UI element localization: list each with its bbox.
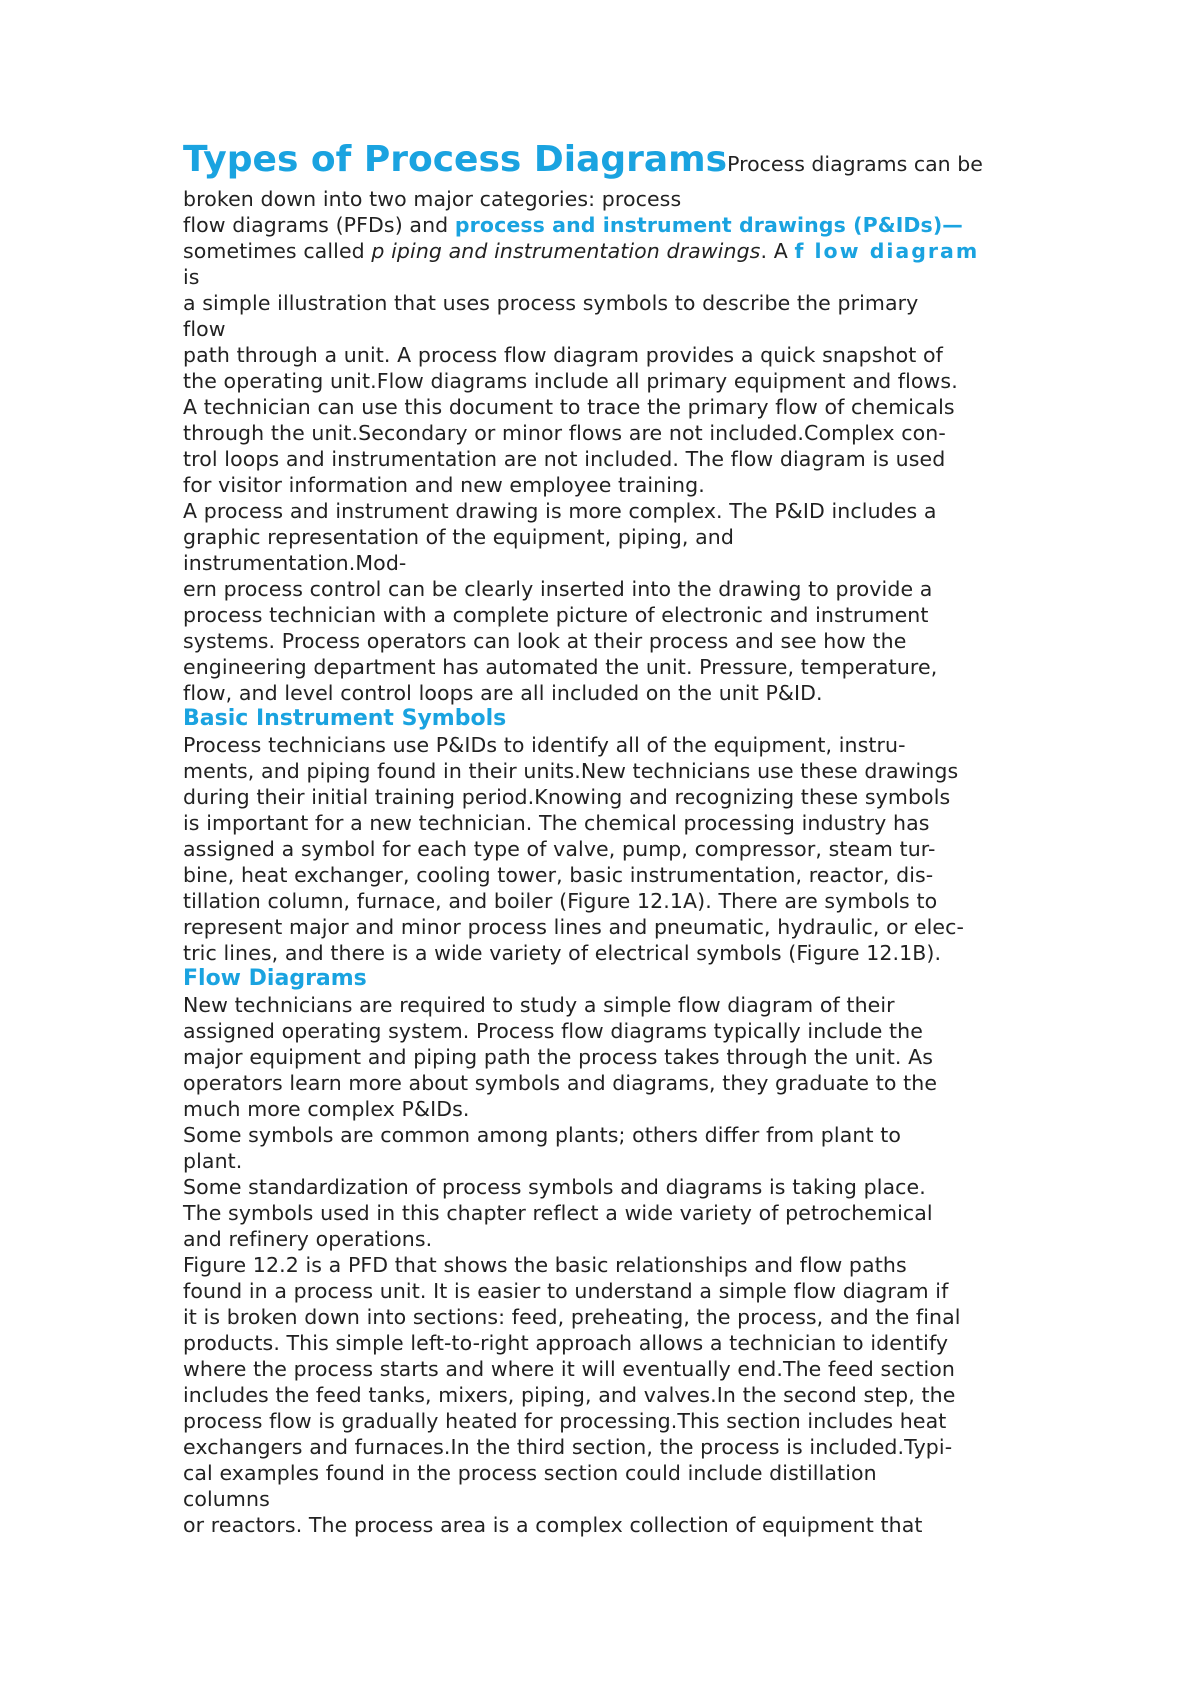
body-line: represent major and minor process lines and pneumatic, hydraulic, or elec-: [183, 915, 965, 939]
intro-text: . A: [760, 239, 795, 263]
body-line: assigned operating system. Process flow diagrams typically include the: [183, 1019, 923, 1043]
body-line: through the unit.Secondary or minor flows are not included.Complex con-: [183, 421, 946, 445]
body-line: A process and instrument drawing is more complex. The P&ID includes a: [183, 499, 937, 523]
body-line: trol loops and instrumentation are not included. The flow diagram is used: [183, 447, 946, 471]
body-line: path through a unit. A process flow diagram provides a quick snapshot of: [183, 343, 943, 367]
body-line: process technician with a complete picture of electronic and instrument: [183, 603, 929, 627]
body-line: flow: [183, 317, 226, 341]
body-line: instrumentation.Mod-: [183, 551, 407, 575]
intro-line: is: [183, 265, 200, 289]
body-line: cal examples found in the process section could include distillation: [183, 1461, 877, 1485]
body-line: columns: [183, 1487, 270, 1511]
body-line: tric lines, and there is a wide variety of electrical symbols (Figure 12.1B).: [183, 941, 942, 965]
body-line: is important for a new technician. The chemical processing industry has: [183, 811, 930, 835]
intro-line: [183, 238, 1043, 264]
body-line: plant.: [183, 1149, 243, 1173]
body-line: ern process control can be clearly inserted into the drawing to provide a: [183, 577, 933, 601]
body-line: New technicians are required to study a simple flow diagram of their: [183, 993, 895, 1017]
body-line: it is broken down into sections: feed, preheating, the process, and the final: [183, 1305, 961, 1329]
intro-line: [183, 212, 1043, 238]
body-line: during their initial training period.Knowing and recognizing these symbols: [183, 785, 951, 809]
highlight-term: process and instrument drawings (P&IDs)—: [454, 213, 963, 237]
body-line: found in a process unit. It is easier to understand a simple flow diagram if: [183, 1279, 949, 1303]
section-1-body: [183, 290, 1043, 706]
intro-text: flow diagrams (PFDs) and: [183, 213, 455, 237]
body-line: ments, and piping found in their units.New technicians use these drawings: [183, 759, 959, 783]
body-line: much more complex P&IDs.: [183, 1097, 470, 1121]
body-line: graphic representation of the equipment, piping, and: [183, 525, 734, 549]
body-line: flow, and level control loops are all included on the unit P&ID.: [183, 681, 823, 705]
body-line: tillation column, furnace, and boiler (Figure 12.1A). There are symbols to: [183, 889, 938, 913]
body-line: Some symbols are common among plants; others differ from plant to: [183, 1123, 901, 1147]
body-line: assigned a symbol for each type of valve, pump, compressor, steam tur-: [183, 837, 936, 861]
page-title: Types of Process Diagrams: [183, 139, 728, 180]
body-line: A technician can use this document to trace the primary flow of chemicals: [183, 395, 955, 419]
body-line: for visitor information and new employee training.: [183, 473, 705, 497]
body-line: major equipment and piping path the process takes through the unit. As: [183, 1045, 933, 1069]
section-2-body: [183, 732, 1043, 966]
body-line: exchangers and furnaces.In the third section, the process is included.Typi-: [183, 1435, 953, 1459]
body-line: bine, heat exchanger, cooling tower, basic instrumentation, reactor, dis-: [183, 863, 934, 887]
body-line: a simple illustration that uses process symbols to describe the primary: [183, 291, 919, 315]
body-line: engineering department has automated the unit. Pressure, temperature,: [183, 655, 938, 679]
section-heading-flow-diagrams: Flow Diagrams: [183, 966, 367, 991]
body-line: Figure 12.2 is a PFD that shows the basic relationships and flow paths: [183, 1253, 907, 1277]
body-line: Some standardization of process symbols and diagrams is taking place.: [183, 1175, 926, 1199]
body-line: The symbols used in this chapter reflect a wide variety of petrochemical: [183, 1201, 933, 1225]
body-line: includes the feed tanks, mixers, piping, and valves.In the second step, the: [183, 1383, 956, 1407]
body-line: process flow is gradually heated for processing.This section includes heat: [183, 1409, 947, 1433]
body-line: products. This simple left-to-right approach allows a technician to identify: [183, 1331, 949, 1355]
body-line: where the process starts and where it will eventually end.The feed section: [183, 1357, 956, 1381]
body-line: the operating unit.Flow diagrams include all primary equipment and flows.: [183, 369, 958, 393]
italic-term: p iping and instrumentation drawings: [371, 239, 761, 263]
section-heading-basic-instrument-symbols: Basic Instrument Symbols: [183, 706, 507, 731]
body-line: and refinery operations.: [183, 1227, 433, 1251]
section-3-body: [183, 992, 1043, 1538]
highlight-term: f low diagram: [794, 239, 980, 263]
body-line: or reactors. The process area is a complex collection of equipment that: [183, 1513, 923, 1537]
body-line: systems. Process operators can look at their process and see how the: [183, 629, 907, 653]
intro-text: Process diagrams can be: [727, 152, 983, 176]
body-line: operators learn more about symbols and diagrams, they graduate to the: [183, 1071, 938, 1095]
title-line: [183, 140, 1043, 186]
intro-text: sometimes called: [183, 239, 372, 263]
intro-line: broken down into two major categories: process: [183, 187, 682, 211]
body-line: Process technicians use P&IDs to identify all of the equipment, instru-: [183, 733, 906, 757]
document-page: [183, 140, 1043, 1538]
